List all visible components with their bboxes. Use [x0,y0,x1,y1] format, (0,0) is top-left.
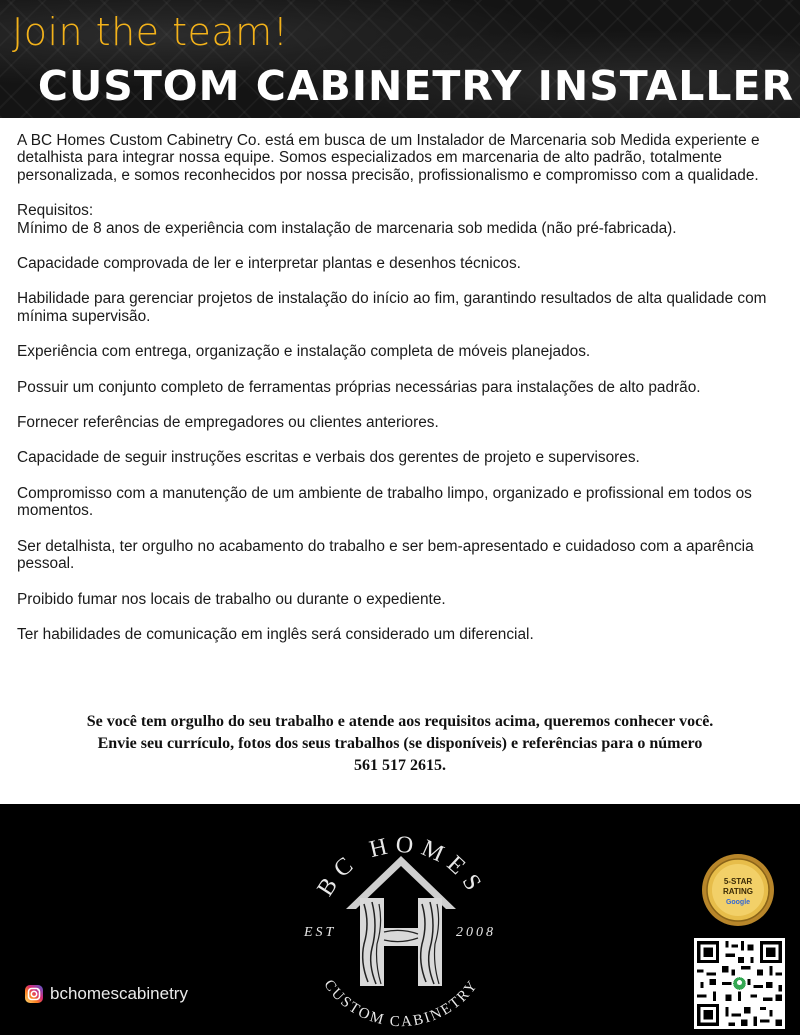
requirement-item: Possuir um conjunto completo de ferramentas próprias necessárias para instalações de alto padrão. [17,378,701,396]
qr-code-icon[interactable] [694,938,785,1029]
callout-line-1: Se você tem orgulho do seu trabalho e atende aos requisitos acima, queremos conhecer você. [86,713,714,730]
instagram-icon [24,984,44,1004]
badge-line-1: 5-STAR [723,877,753,886]
logo-bottom-text: CUSTOM CABINETRY [320,976,482,1029]
header-banner [0,0,800,118]
requirement-item: Fornecer referências de empregadores ou clientes anteriores. [17,414,439,432]
instagram-link[interactable] [24,984,188,1004]
phone-number[interactable]: 561 517 2615. [354,757,446,774]
tagline: Join the team! [12,10,289,54]
badge-line-3: Google [725,899,751,906]
logo-year-label: 2008 [456,925,496,940]
badge-line-2: RATING [722,887,754,896]
requirement-item: Habilidade para gerenciar projetos de instalação do início ao fim, garantindo resultados de alta qualidade com mínima supervisão. [17,290,767,325]
footer [0,804,800,1035]
requirement-item: Capacidade comprovada de ler e interpretar plantas e desenhos técnicos. [17,255,521,273]
job-description [17,132,787,661]
logo-est-label: EST [304,925,337,940]
logo-top-text: BC HOMES [312,831,490,901]
application-callout [0,711,800,777]
requirement-item: Experiência com entrega, organização e instalação completa de móveis planejados. [17,343,591,361]
intro-paragraph: A BC Homes Custom Cabinetry Co. está em busca de um Instalador de Marcenaria sob Medida experiente e detalhista para integrar nossa equipe. Somos especializados em marcenaria de alto padrão, totalmente personalizada, e somos reconhecidos por nossa precisão, profissionalismo e compromisso com a qualidade. [17,132,760,184]
requirement-item: Ser detalhista, ter orgulho no acabamento do trabalho e ser bem-apresentado e cuidadoso com a aparência pessoal. [17,537,754,573]
requirement-item: Compromisso com a manutenção de um ambiente de trabalho limpo, organizado e profissional em todos os momentos. [17,484,752,520]
requirement-item: Capacidade de seguir instruções escritas e verbais dos gerentes de projeto e supervisores. [17,449,640,467]
job-title: CUSTOM CABINETRY INSTALLER [37,62,795,110]
house-body-icon [360,898,442,986]
requirement-item: Mínimo de 8 anos de experiência com instalação de marcenaria sob medida (não pré-fabricada). [17,219,677,237]
callout-line-2: Envie seu currículo, fotos dos seus trabalhos (se disponíveis) e referências para o número [97,735,703,752]
instagram-handle[interactable]: bchomescabinetry [50,984,188,1003]
bc-homes-logo [286,814,516,1029]
requirement-item: Ter habilidades de comunicação em inglês será considerado um diferencial. [17,625,534,643]
requirements-heading: Requisitos: [17,202,94,220]
requirement-item: Proibido fumar nos locais de trabalho ou durante o expediente. [17,590,446,608]
five-star-rating-badge [700,852,776,928]
